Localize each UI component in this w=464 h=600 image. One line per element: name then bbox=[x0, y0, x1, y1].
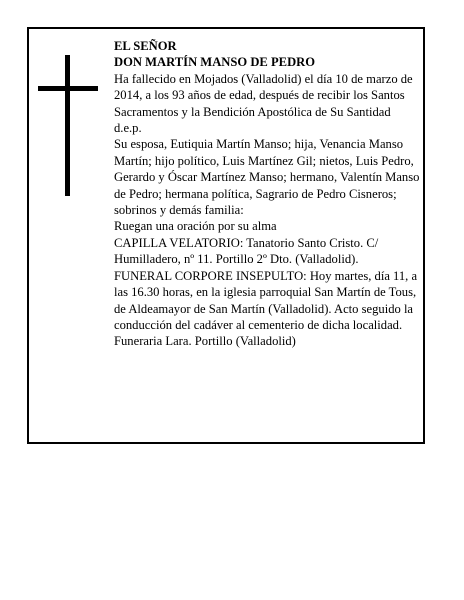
funeral-details: FUNERAL CORPORE INSEPULTO: Hoy martes, día 11, a las 16.30 horas, en la iglesia parroquial San Martín de Tous, de Aldeamayor de San Martín (Valladolid). Acto seguido la conducción del cadáver al cementerio de dicha localidad. bbox=[114, 268, 418, 332]
cross-icon-bar bbox=[38, 86, 98, 91]
wake-location: CAPILLA VELATORIO: Tanatorio Santo Cristo. C/ Humilladero, nº 11. Portillo 2º Dto. (Valladolid). bbox=[114, 235, 379, 267]
death-notice: Ha fallecido en Mojados (Valladolid) el día 10 de marzo de 2014, a los 93 años de edad, después de recibir los Santos Sacramentos y la Bendición Apostólica de Su Santidad bbox=[114, 71, 413, 119]
deceased-name: DON MARTÍN MANSO DE PEDRO bbox=[114, 55, 316, 70]
family-list: Su esposa, Eutiquia Martín Manso; hija, Venancia Manso Martín; hijo político, Luis Martínez Gil; nietos, Luis Pedro, Gerardo y Óscar Martínez Manso; hermano, Valentín Manso de Pedro; hermana política, Sagrario de Pedro Cisneros; sobrinos y demás familia: bbox=[114, 137, 420, 218]
cross-icon bbox=[65, 55, 70, 196]
rip-abbreviation: d.e.p. bbox=[114, 121, 142, 136]
prayer-request: Ruegan una oración por su alma bbox=[114, 219, 277, 234]
heading-title: EL SEÑOR bbox=[114, 39, 177, 53]
funeral-home: Funeraria Lara. Portillo (Valladolid) bbox=[114, 334, 296, 349]
obituary-text bbox=[114, 38, 422, 350]
